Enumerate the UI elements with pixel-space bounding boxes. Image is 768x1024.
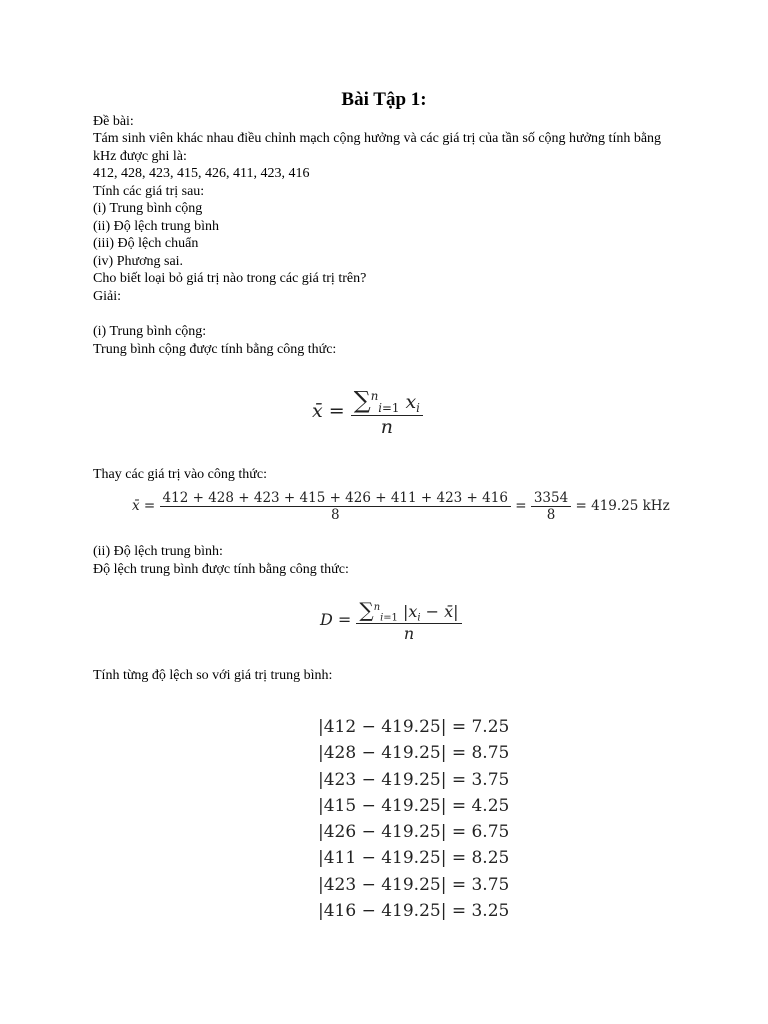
mean-sum: 3354 (533, 490, 569, 506)
page-title: Bài Tập 1: (341, 89, 427, 110)
mean-denominator: 8 (330, 507, 340, 523)
part2-each: Tính từng độ lệch so với giá trị trung bình: (93, 668, 333, 683)
deviation-row: |423 − 419.25| = 3.75 (318, 874, 510, 895)
mean-formula: x̄ = $\frac{\sum^n_{i=1} x_i}{n}$ (312, 386, 423, 438)
part1-heading: (i) Trung bình cộng: (93, 324, 207, 339)
problem-statement-line1: Tám sinh viên khác nhau điều chỉnh mạch cộng hưởng và các giá trị của tần số cộng hưởng tính bằng (93, 131, 662, 146)
deviation-list (318, 714, 509, 924)
deviation-row: |412 − 419.25| = 7.25 (318, 717, 510, 737)
part1-intro: Trung bình cộng được tính bằng công thức: (93, 342, 337, 357)
part1-substitute: Thay các giá trị vào công thức: (93, 467, 267, 482)
mean-denominator-2: 8 (546, 507, 556, 523)
mean-result: = 419.25 kHz (575, 498, 670, 514)
deviation-row: |423 − 419.25| = 3.75 (318, 769, 510, 790)
mean-deviation-formula: D = $\frac{\sum^n_{i=1} |x_i - x̄|}{n}$ (320, 598, 462, 643)
deviation-row: |428 − 419.25| = 8.75 (318, 743, 510, 764)
deviation-row: |415 − 419.25| = 4.25 (318, 795, 510, 816)
problem-ask: Tính các giá trị sau: (93, 184, 205, 199)
deviation-row: |411 − 419.25| = 8.25 (318, 848, 510, 869)
problem-item: (ii) Độ lệch trung bình (93, 219, 219, 234)
deviation-row: |416 − 419.25| = 3.25 (318, 901, 510, 922)
problem-item: (iv) Phương sai. (93, 254, 184, 269)
part2-heading: (ii) Độ lệch trung bình: (93, 544, 223, 559)
problem-heading: Đề bài: (93, 114, 134, 129)
mean-computation: x̄ = $\frac{412 + 428 + 423 + 415 + 426 + 411 + 423 + 416}{8}$ = $\frac{3354}{8}$ = 419.25 kHz (132, 490, 670, 523)
problem-question: Cho biết loại bỏ giá trị nào trong các giá trị trên? (93, 271, 367, 286)
solution-heading: Giải: (93, 289, 121, 304)
mean-numerator: 412 + 428 + 423 + 415 + 426 + 411 + 423 + 416 (162, 490, 508, 506)
problem-item: (i) Trung bình cộng (93, 201, 203, 216)
problem-item: (iii) Độ lệch chuẩn (93, 236, 199, 251)
problem-statement-line2: kHz được ghi là: (93, 149, 187, 164)
deviation-row: |426 − 419.25| = 6.75 (318, 822, 510, 843)
problem-values: 412, 428, 423, 415, 426, 411, 423, 416 (93, 166, 310, 181)
part2-intro: Độ lệch trung bình được tính bằng công thức: (93, 562, 349, 577)
